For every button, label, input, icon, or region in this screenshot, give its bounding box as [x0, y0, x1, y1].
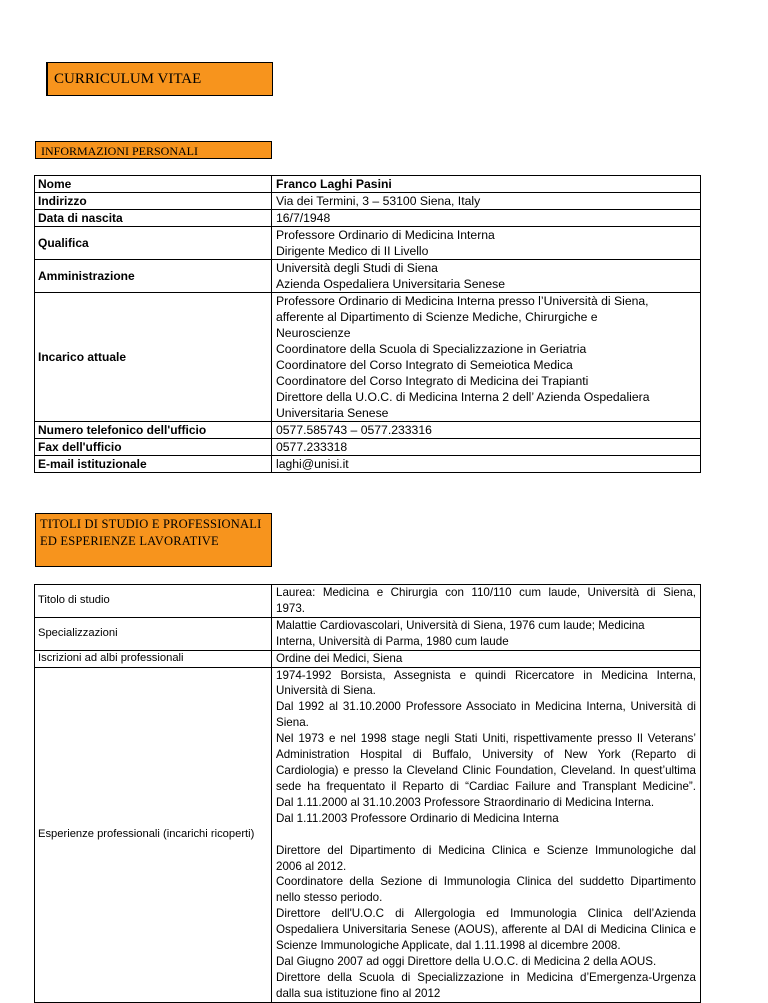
table-row [35, 176, 701, 193]
text-line: Dirigente Medico di II Livello [276, 244, 429, 258]
phone-value: 0577.585743 – 0577.233316 [272, 422, 701, 439]
text-line: Administration Hospital di Buffalo, University of New York (Reparto di [276, 748, 696, 762]
table-row [35, 617, 701, 650]
fax-value: 0577.233318 [272, 439, 701, 456]
text-line: Dal Giugno 2007 ad oggi Direttore della U.O.C. di Medicina 2 della AOUS. [276, 954, 657, 968]
text-line: Neuroscienze [276, 326, 351, 340]
amministrazione-label: Amministrazione [35, 260, 272, 293]
email-value: laghi@unisi.it [272, 456, 701, 473]
table-row [35, 650, 701, 667]
text-line: nello stesso periodo. [276, 891, 383, 905]
text-line: Direttore della Scuola di Specializzazione in Medicina d’Emergenza-Urgenza [276, 970, 696, 984]
table-row [35, 210, 701, 227]
incarico-label: Incarico attuale [35, 293, 272, 422]
table-row [35, 456, 701, 473]
text-line: Professore Ordinario di Medicina Interna presso l’Università di Siena, [276, 294, 649, 308]
text-line: Coordinatore del Corso Integrato di Medicina dei Trapianti [276, 374, 589, 388]
table-row [35, 193, 701, 210]
birth-value: 16/7/1948 [272, 210, 701, 227]
text-line: Direttore dell'U.O.C di Allergologia ed Immunologia Clinica dell’Azienda [276, 907, 696, 921]
phone-label: Numero telefonico dell'ufficio [35, 422, 272, 439]
text-line: Malattie Cardiovascolari, Università di Siena, 1976 cum laude; Medicina [276, 618, 645, 632]
text-line: Azienda Ospedaliera Universitaria Senese [276, 277, 505, 291]
text-line: 1973. [276, 601, 306, 615]
text-line: 2006 al 2012. [276, 859, 347, 873]
personal-info-table [34, 175, 701, 473]
fax-label: Fax dell'ufficio [35, 439, 272, 456]
section-heading-personal: INFORMAZIONI PERSONALI [35, 141, 272, 159]
titolo-label: Titolo di studio [35, 585, 272, 618]
table-row [35, 667, 701, 1002]
address-value: Via dei Termini, 3 – 53100 Siena, Italy [272, 193, 701, 210]
spec-label: Specializzazioni [35, 617, 272, 650]
table-row [35, 439, 701, 456]
qualifica-value [272, 227, 701, 260]
esp-value [272, 667, 701, 1002]
birth-label: Data di nascita [35, 210, 272, 227]
text-line: Direttore della U.O.C. di Medicina Interna 2 dell’ Azienda Ospedaliera [276, 390, 650, 404]
table-row [35, 585, 701, 618]
text-line: Professore Ordinario di Medicina Interna [276, 228, 495, 242]
text-line: Dal 1.11.2000 al 31.10.2003 Professore Straordinario di Medicina Interna. [276, 795, 655, 809]
text-line: Coordinatore del Corso Integrato di Semeiotica Medica [276, 358, 573, 372]
text-line: Dal 1.11.2003 Professore Ordinario di Medicina Interna [276, 811, 559, 825]
titolo-value [272, 585, 701, 618]
text-line: Cardiologia) e presso la Cleveland Clinic Foundation, Cleveland. In quest’ultima [276, 763, 696, 777]
table-row [35, 293, 701, 422]
spec-value [272, 617, 701, 650]
albi-label: Iscrizioni ad albi professionali [35, 650, 272, 667]
text-line: dalla sua istituzione fino al 2012 [276, 986, 441, 1000]
esp-label: Esperienze professionali (incarichi ricoperti) [35, 667, 272, 1002]
text-line: Università di Siena. [276, 684, 376, 698]
text-line: Scienze Immunologiche Applicate, dal 1.11.1998 al dicembre 2008. [276, 939, 621, 953]
name-label: Nome [35, 176, 272, 193]
text-line: Direttore del Dipartimento di Medicina Clinica e Scienze Immunologiche dal [276, 843, 696, 857]
amministrazione-value [272, 260, 701, 293]
text-line: Laurea: Medicina e Chirurgia con 110/110 cum laude, Università di Siena, [276, 586, 696, 599]
text-line: Nel 1973 e nel 1998 stage negli Stati Uniti, rispettivamente presso Il Veterans’ [276, 732, 696, 746]
section-heading-studies: TITOLI DI STUDIO E PROFESSIONALI ED ESPERIENZE LAVORATIVE [35, 513, 272, 567]
address-label: Indirizzo [35, 193, 272, 210]
studies-table [34, 584, 701, 1003]
text-line: 1974-1992 Borsista, Assegnista e quindi Ricercatore in Medicina Interna, [276, 668, 696, 682]
text-line: Ospedaliera Universitaria Senese (AOUS), afferente al DAI di Medicina Clinica e [276, 923, 696, 937]
text-line: Universitaria Senese [276, 406, 389, 420]
text-line: sede ha frequentato il Reparto di “Cardiac Failure and Transplant Medicine”. [276, 779, 696, 793]
name-value: Franco Laghi Pasini [272, 176, 701, 193]
email-label: E-mail istituzionale [35, 456, 272, 473]
text-line: Dal 1992 al 31.10.2000 Professore Associato in Medicina Interna, Università di [276, 700, 696, 714]
text-line: afferente al Dipartimento di Scienze Mediche, Chirurgiche e [276, 310, 598, 324]
text-line: Coordinatore della Scuola di Specializzazione in Geriatria [276, 342, 587, 356]
table-row [35, 422, 701, 439]
table-row [35, 260, 701, 293]
table-row [35, 227, 701, 260]
albi-value: Ordine dei Medici, Siena [272, 650, 701, 667]
cv-title: CURRICULUM VITAE [46, 62, 273, 96]
text-line: Coordinatore della Sezione di Immunologia Clinica del suddetto Dipartimento [276, 875, 696, 889]
text-line: Università degli Studi di Siena [276, 261, 438, 275]
incarico-value [272, 293, 701, 422]
qualifica-label: Qualifica [35, 227, 272, 260]
text-line: Siena. [276, 716, 309, 730]
spacer [276, 827, 696, 843]
text-line: Interna, Università di Parma, 1980 cum laude [276, 634, 509, 648]
